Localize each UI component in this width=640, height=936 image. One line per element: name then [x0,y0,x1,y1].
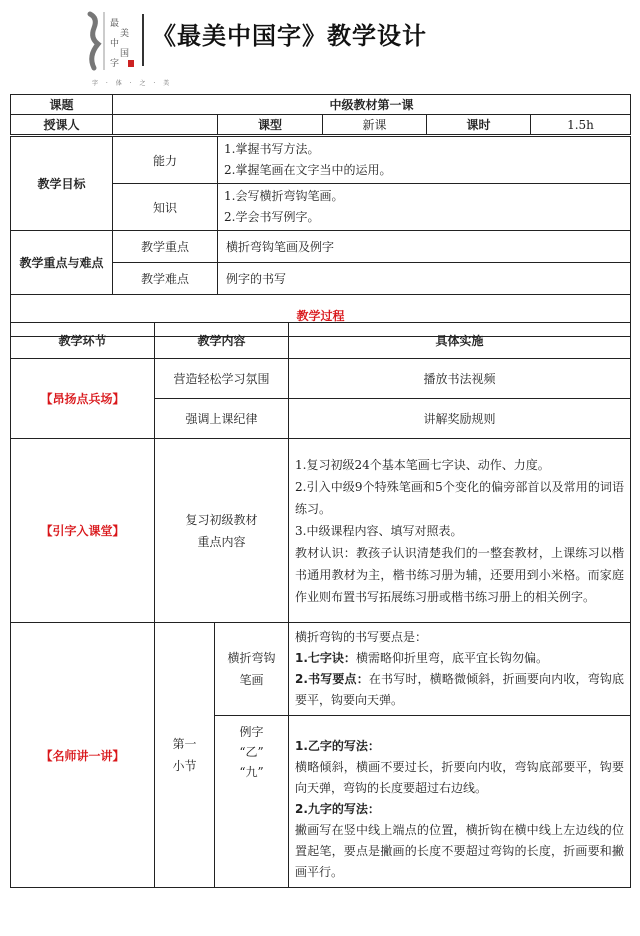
part2-label [215,716,289,888]
goals-label: 教学目标 [11,137,113,231]
part2-item-label: 2.九字的写法： [295,802,380,816]
svg-text:中: 中 [110,39,120,49]
document-title: 《最美中国字》教学设计 [152,22,427,50]
stage2-impl-item: 2.引入中级9个特殊笔画和5个变化的偏旁部首以及常用的词语练习。 [295,479,625,516]
part1-item [295,669,624,711]
teacher-value [113,115,218,135]
ability-label: 能力 [113,137,218,184]
part1-label [215,623,289,716]
stage2-impl [289,439,631,623]
svg-text:国: 国 [120,49,130,59]
lesson-info-table [10,94,631,135]
stage2-impl-item: 1.复习初级24个基本笔画七字诀、动作、力度。 [295,457,550,472]
col-stage-header: 教学环节 [11,323,155,359]
stage3-part1-row [11,623,631,716]
logo-divider [142,14,144,66]
brand-logo-icon [84,8,140,74]
part1-item-text: 横需略仰折里弯，底平宜长钩勿偏。 [355,651,548,665]
stage1-impl: 讲解奖励规则 [289,399,631,439]
svg-text:字: 字 [110,59,120,69]
process-title: 教学过程 [11,295,631,337]
process-table [10,322,631,888]
stage2-content [155,439,289,623]
part2-item-text: 撇画写在竖中线上端点的位置，横折钩在横中线上左边线的位置起笔，要点是撇画的长度不要超过弯钩的长度，折画要和撇画平行。 [295,823,625,879]
topic-value: 中级教材第一课 [113,95,631,115]
part2-impl [289,716,631,888]
knowledge-list [218,184,631,231]
topic-label: 课题 [11,95,113,115]
stage1-name: 【昂扬点兵场】 [11,359,155,439]
knowledge-label: 知识 [113,184,218,231]
col-content-header: 教学内容 [155,323,289,359]
knowledge-item: 2.学会书写例字。 [224,210,320,224]
part1-item-label: 2.书写要点： [295,672,369,686]
keypoints-label: 教学重点与难点 [11,231,113,295]
part1-item [295,648,624,669]
teacher-label: 授课人 [11,115,113,135]
part1-item-label: 1.七字诀： [295,651,356,665]
difficulty-value: 例字的书写 [218,263,631,295]
stage3-section-line: 小节 [172,759,197,773]
stage1-row [11,359,631,399]
stage2-name: 【引字入课堂】 [11,439,155,623]
col-impl-header: 具体实施 [289,323,631,359]
ability-item: 1.掌握书写方法。 [224,142,320,156]
page-header [0,0,640,92]
type-value: 新课 [323,115,427,135]
stage1-content: 营造轻松学习氛围 [155,359,289,399]
ability-item: 2.掌握笔画在文字当中的运用。 [224,163,392,177]
ability-row [11,137,631,184]
part2-item-label: 1.乙字的写法： [295,739,380,753]
hours-value: 1.5h [531,115,631,135]
stage2-impl-item: 教材认识：教孩子认识清楚我们的一整套教材，上课练习以楷书通用教材为主，楷书练习册为辅，还要用到小米格。而家庭作业则布置书写拓展练习册或楷书练习册上的相关例字。 [295,545,625,604]
stage2-content-line: 重点内容 [197,534,246,549]
goals-table [10,136,631,337]
part1-item-text: 在书写时，横略微倾斜，折画要向内收，弯钩底要平，钩要向天弹。 [295,672,625,707]
part1-label-line: 横折弯钩 [227,651,276,665]
stage1-content: 强调上课纪律 [155,399,289,439]
topic-row [11,95,631,115]
knowledge-item: 1.会写横折弯钩笔画。 [224,189,344,203]
stage2-row [11,439,631,623]
svg-text:美: 美 [120,29,130,39]
type-label: 课型 [218,115,323,135]
stage2-content-line: 复习初级教材 [185,512,258,527]
hours-label: 课时 [427,115,531,135]
part1-label-line: 笔画 [239,673,264,687]
stage3-section-line: 第一 [172,737,197,751]
process-header-row [11,323,631,359]
stage3-name: 【名师讲一讲】 [11,623,155,888]
stage3-section [155,623,215,888]
focus-label: 教学重点 [113,231,218,263]
part2-item-text: 横略倾斜，横画不要过长，折要向内收，弯钩底部要平，钩要向天弹，弯钩的长度要超过右边线。 [295,760,625,795]
part2-label-line: “乙” [239,745,264,759]
teacher-row [11,115,631,135]
stage1-impl: 播放书法视频 [289,359,631,399]
stage2-impl-item: 3.中级课程内容、填写对照表。 [295,523,463,538]
part2-label-line: 例字 [239,725,264,739]
part1-impl [289,623,631,716]
difficulty-label: 教学难点 [113,263,218,295]
focus-value: 横折弯钩笔画及例字 [218,231,631,263]
logo-tagline: 字 · 体 · 之 · 美 [92,80,173,87]
focus-row [11,231,631,263]
part1-intro: 横折弯钩的书写要点是： [295,630,428,644]
svg-text:最: 最 [110,19,120,29]
ability-list [218,137,631,184]
part2-label-line: “九” [239,765,264,779]
